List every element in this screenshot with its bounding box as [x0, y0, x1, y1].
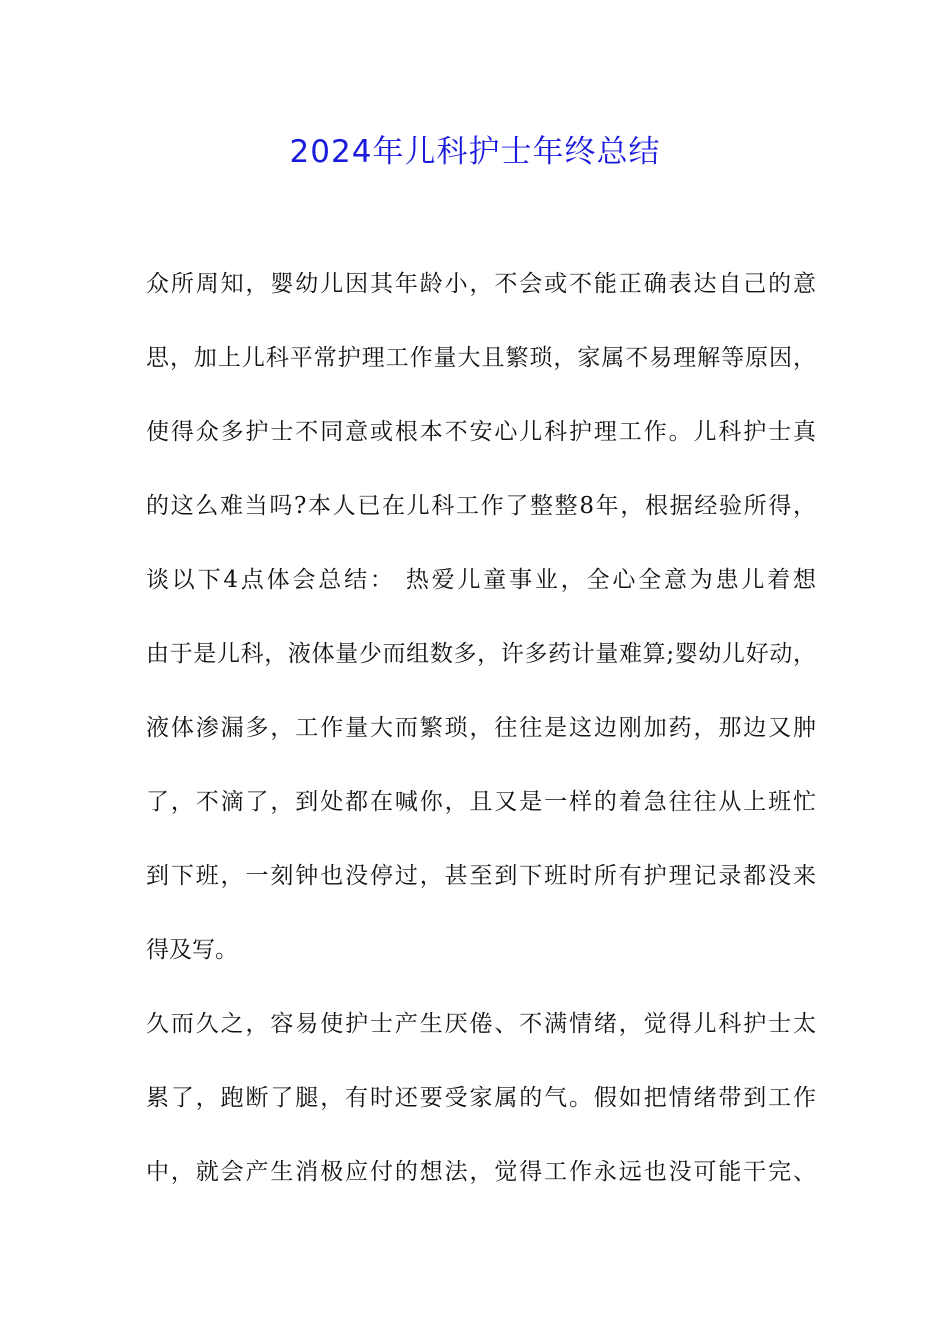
body-line: 的这么难当吗?本人已在儿科工作了整整8年，根据经验所得，	[146, 493, 816, 519]
body-line: 谈以下4点体会总结： 热爱儿童事业，全心全意为患儿着想	[146, 567, 816, 593]
body-line: 液体渗漏多，工作量大而繁琐，往往是这边刚加药，那边又肿	[146, 715, 816, 741]
body-line: 得及写。	[146, 937, 238, 963]
body-line: 使得众多护士不同意或根本不安心儿科护理工作。儿科护士真	[146, 419, 816, 445]
document-title: 2024年儿科护士年终总结	[289, 134, 661, 170]
body-line: 到下班，一刻钟也没停过，甚至到下班时所有护理记录都没来	[146, 863, 816, 889]
body-line: 中，就会产生消极应付的想法，觉得工作永远也没可能干完、	[146, 1159, 816, 1185]
body-line: 了，不滴了，到处都在喊你，且又是一样的着急往往从上班忙	[146, 789, 816, 815]
document-body	[146, 262, 816, 1224]
body-line: 累了，跑断了腿，有时还要受家属的气。假如把情绪带到工作	[146, 1085, 816, 1111]
body-line: 由于是儿科，液体量少而组数多，许多药计量难算;婴幼儿好动，	[146, 641, 816, 667]
body-line: 久而久之，容易使护士产生厌倦、不满情绪，觉得儿科护士太	[146, 1011, 816, 1037]
body-line: 众所周知，婴幼儿因其年龄小，不会或不能正确表达自己的意	[146, 271, 816, 297]
body-line: 思，加上儿科平常护理工作量大且繁琐，家属不易理解等原因，	[146, 345, 816, 371]
